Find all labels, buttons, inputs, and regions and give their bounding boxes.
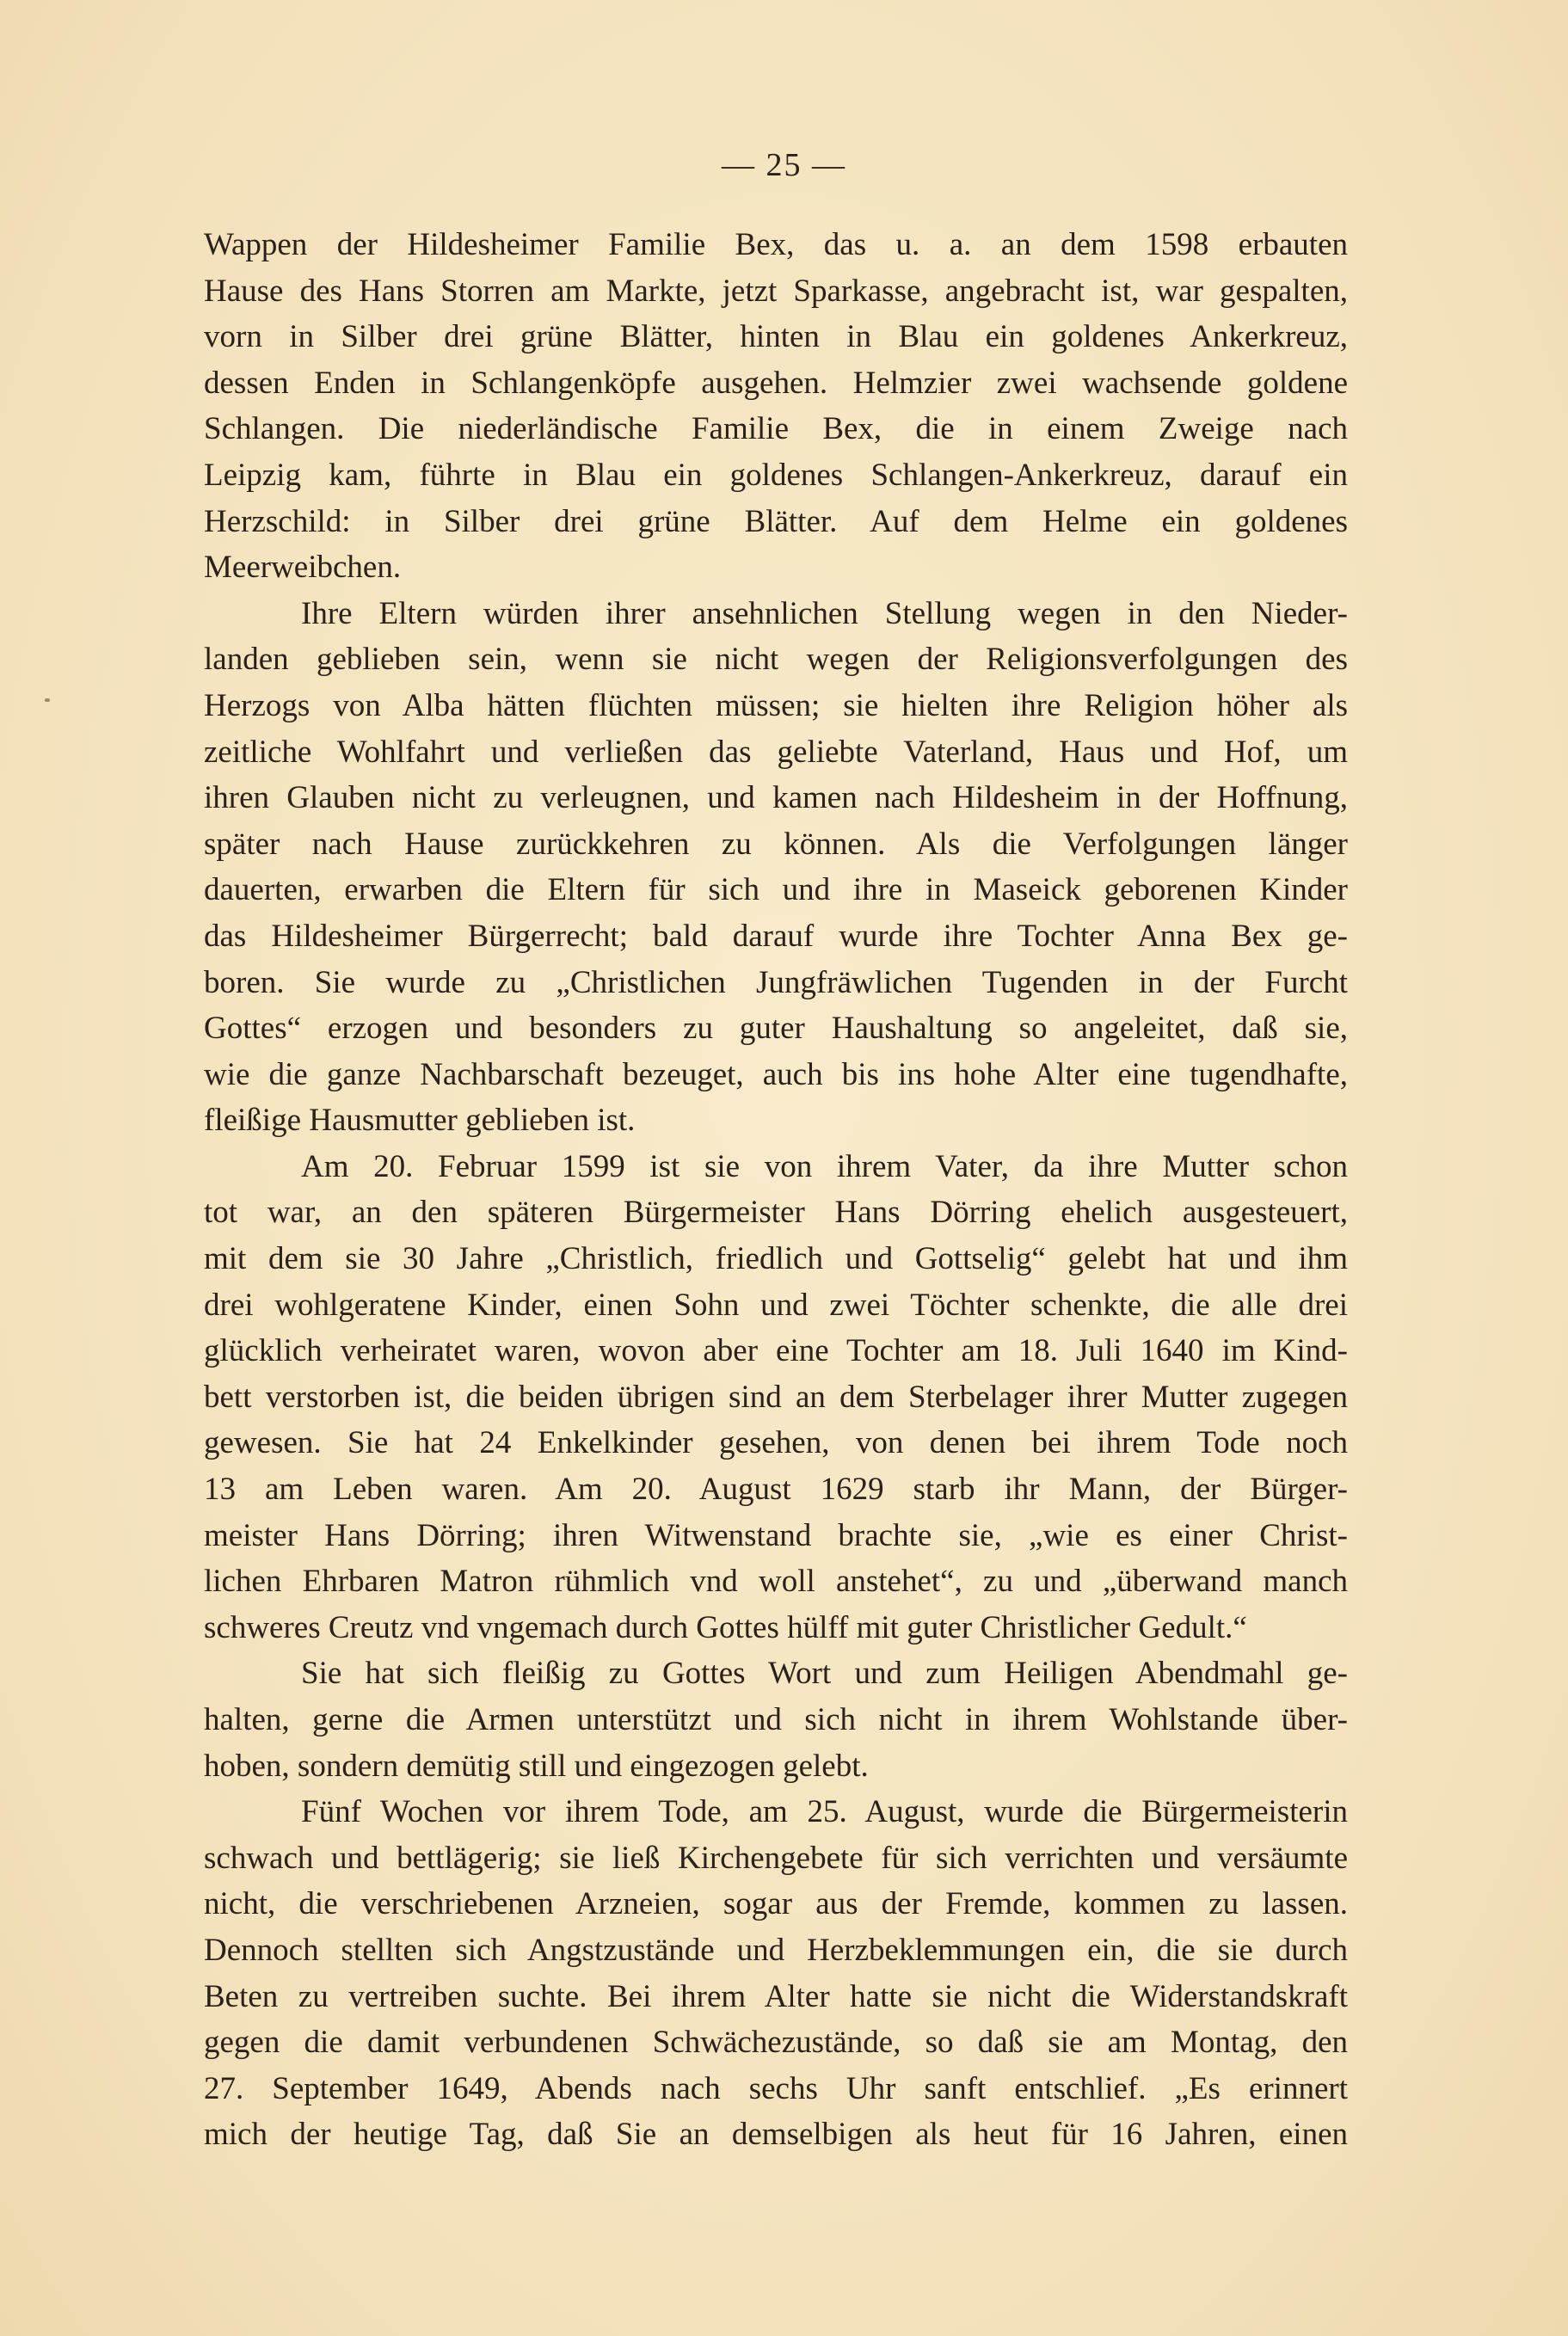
text-line: mit dem sie 30 Jahre „Christlich, friedlich und Gottselig“ gelebt hat und ihm (204, 1241, 1348, 1277)
paragraph (204, 1144, 1348, 1651)
page-number: — 25 — (722, 147, 846, 183)
text-line: später nach Hause zurückkehren zu können. Als die Verfolgungen länger (204, 826, 1348, 862)
text-line: gegen die damit verbundenen Schwächezustände, so daß sie am Montag, den (204, 2025, 1348, 2061)
text-line: Dennoch stellten sich Angstzustände und Herzbeklemmungen ein, die sie durch (204, 1932, 1348, 1968)
text-line: Beten zu vertreiben suchte. Bei ihrem Alter hatte sie nicht die Widerstandskraft (204, 1978, 1348, 2014)
text-line: landen geblieben sein, wenn sie nicht wegen der Religionsverfolgungen des (204, 642, 1348, 678)
text-line: bett verstorben ist, die beiden übrigen sind an dem Sterbelager ihrer Mutter zugegen (204, 1379, 1348, 1415)
body-text (204, 222, 1348, 2158)
text-line: drei wohlgeratene Kinder, einen Sohn und zwei Töchter schenkte, die alle drei (204, 1287, 1348, 1323)
text-line: schwach und bettlägerig; sie ließ Kirchengebete für sich verrichten und versäumte (204, 1840, 1348, 1876)
text-line: tot war, an den späteren Bürgermeister Hans Dörring ehelich ausgesteuert, (204, 1195, 1348, 1231)
paragraph (204, 591, 1348, 1144)
text-line: Gottes“ erzogen und besonders zu guter Haushaltung so angeleitet, daß sie, (204, 1011, 1348, 1047)
text-line: gewesen. Sie hat 24 Enkelkinder gesehen, von denen bei ihrem Tode noch (204, 1425, 1348, 1461)
text-line: lichen Ehrbaren Matron rühmlich vnd woll anstehet“, zu und „überwand manch (204, 1564, 1348, 1600)
text-line: vorn in Silber drei grüne Blätter, hinten in Blau ein goldenes Ankerkreuz, (204, 319, 1348, 355)
text-line: mich der heutige Tag, daß Sie an demselbigen als heut für 16 Jahren, einen (204, 2117, 1348, 2153)
text-line: Schlangen. Die niederländische Familie Bex, die in einem Zweige nach (204, 411, 1348, 447)
text-line: nicht, die verschriebenen Arzneien, sogar aus der Fremde, kommen zu lassen. (204, 1886, 1348, 1922)
text-line: Hause des Hans Storren am Markte, jetzt Sparkasse, angebracht ist, war gespalten, (204, 273, 1348, 309)
text-line: dessen Enden in Schlangenköpfe ausgehen. Helmzier zwei wachsende goldene (204, 365, 1348, 401)
text-line: hoben, sondern demütig still und eingezogen gelebt. (204, 1748, 869, 1784)
text-line: das Hildesheimer Bürgerrecht; bald darauf wurde ihre Tochter Anna Bex ge- (204, 918, 1348, 954)
text-line: Sie hat sich fleißig zu Gottes Wort und zum Heiligen Abendmahl ge- (301, 1656, 1348, 1692)
paragraph (204, 1651, 1348, 1789)
text-line: Herzogs von Alba hätten flüchten müssen; sie hielten ihre Religion höher als (204, 687, 1348, 723)
text-line: boren. Sie wurde zu „Christlichen Jungfräwlichen Tugenden in der Furcht (204, 964, 1348, 1000)
text-line: Ihre Eltern würden ihrer ansehnlichen Stellung wegen in den Nieder- (301, 595, 1348, 631)
text-line: glücklich verheiratet waren, wovon aber eine Tochter am 18. Juli 1640 im Kind- (204, 1333, 1348, 1369)
text-line: halten, gerne die Armen unterstützt und sich nicht in ihrem Wohlstande über- (204, 1702, 1348, 1737)
text-line: Am 20. Februar 1599 ist sie von ihrem Vater, da ihre Mutter schon (301, 1148, 1348, 1184)
text-line: dauerten, erwarben die Eltern für sich und ihre in Maseick geborenen Kinder (204, 872, 1348, 908)
text-line: fleißige Hausmutter geblieben ist. (204, 1103, 636, 1139)
text-line: zeitliche Wohlfahrt und verließen das geliebte Vaterland, Haus und Hof, um (204, 734, 1348, 770)
text-line: Meerweibchen. (204, 550, 402, 586)
text-line: ihren Glauben nicht zu verleugnen, und kamen nach Hildesheim in der Hoffnung, (204, 780, 1348, 816)
text-line: 27. September 1649, Abends nach sechs Uhr sanft entschlief. „Es erinnert (204, 2070, 1348, 2106)
paragraph (204, 1789, 1348, 2158)
scan-speck (45, 698, 50, 702)
text-line: Herzschild: in Silber drei grüne Blätter. Auf dem Helme ein goldenes (204, 503, 1348, 539)
text-line: schweres Creutz vnd vngemach durch Gottes hülff mit guter Christlicher Gedult.“ (204, 1609, 1247, 1645)
text-line: Fünf Wochen vor ihrem Tode, am 25. August, wurde die Bürgermeisterin (301, 1794, 1348, 1830)
text-line: wie die ganze Nachbarschaft bezeuget, auch bis ins hohe Alter eine tugendhafte, (204, 1056, 1348, 1092)
text-line: Wappen der Hildesheimer Familie Bex, das u. a. an dem 1598 erbauten (204, 227, 1348, 262)
text-line: meister Hans Dörring; ihren Witwenstand brachte sie, „wie es einer Christ- (204, 1517, 1348, 1553)
paragraph (204, 222, 1348, 591)
text-line: 13 am Leben waren. Am 20. August 1629 starb ihr Mann, der Bürger- (204, 1472, 1348, 1508)
text-line: Leipzig kam, führte in Blau ein goldenes Schlangen-Ankerkreuz, darauf ein (204, 457, 1348, 493)
